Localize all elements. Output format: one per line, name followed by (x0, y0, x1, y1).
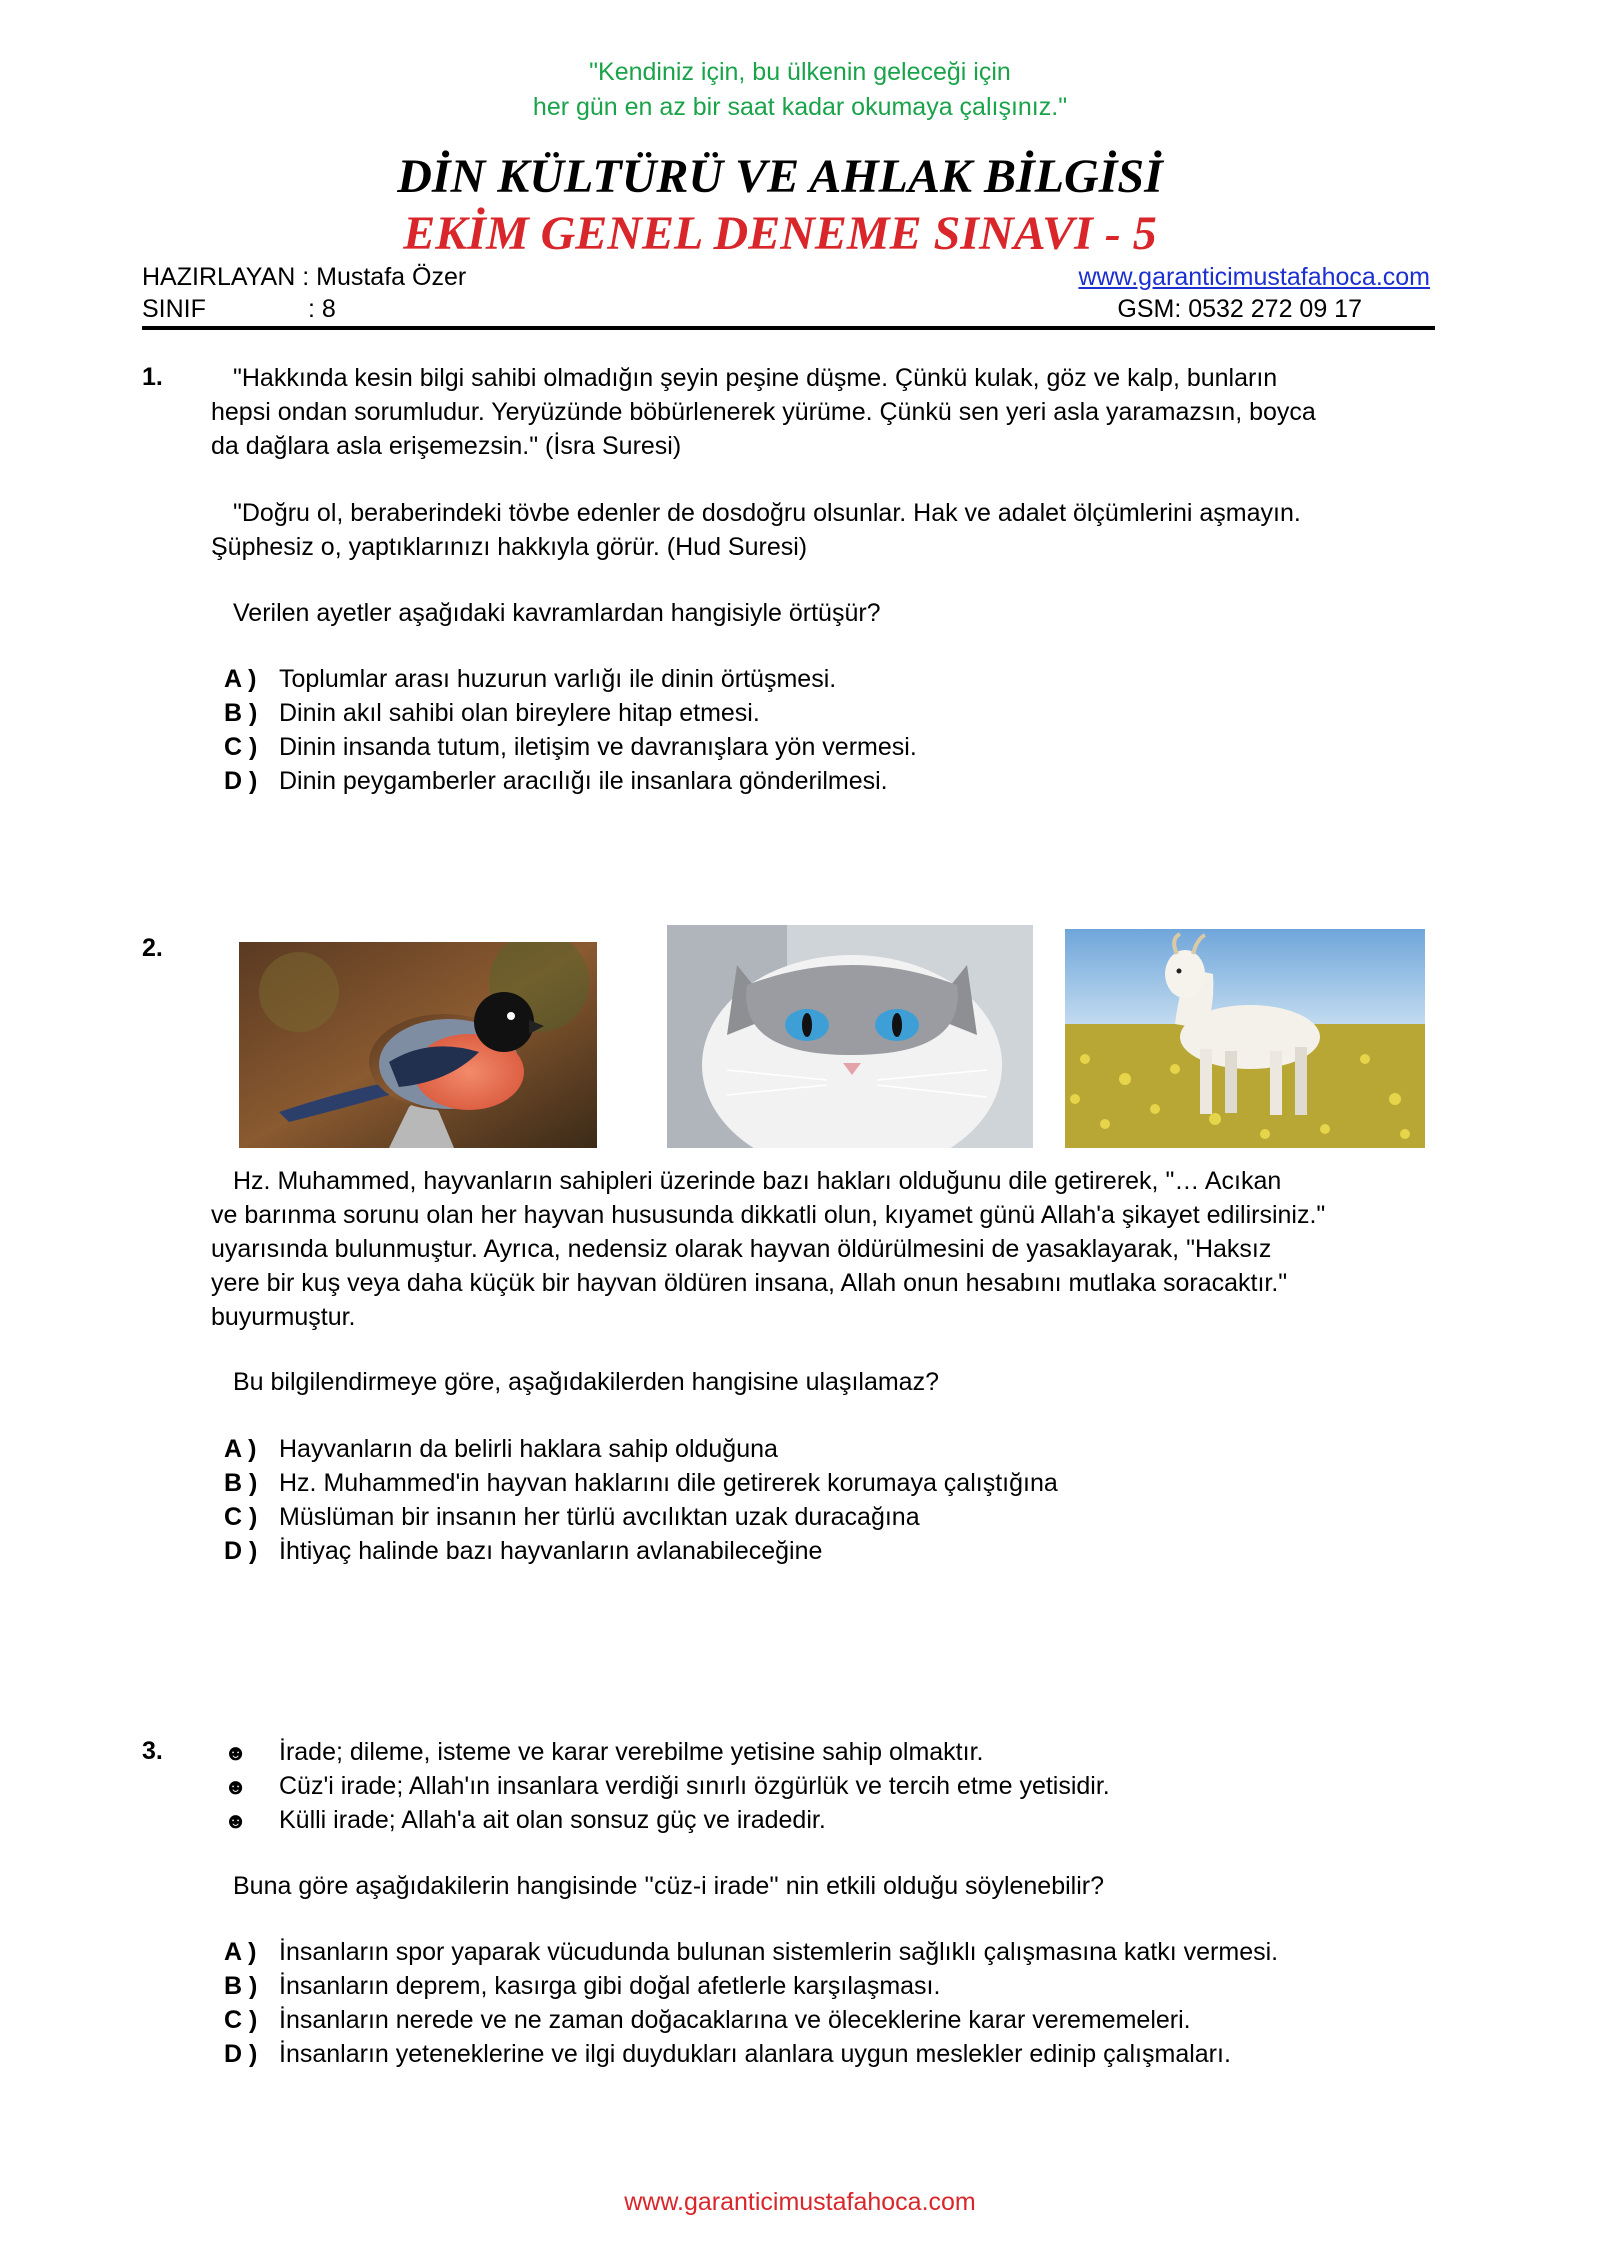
question-2-option-a[interactable]: A ) Hayvanların da belirli haklara sahip olduğuna (224, 1435, 778, 1463)
verse-line: "Doğru ol, beraberindeki tövbe edenler de dosdoğru olsunlar. Hak ve adalet ölçümlerini aşmayın. (233, 499, 1301, 527)
question-3-stem: Buna göre aşağıdakilerin hangisinde ''cüz-i irade'' nin etkili olduğu söylenebilir? (233, 1872, 1105, 1900)
question-3-number: 3. (142, 1737, 163, 1765)
passage-line: uyarısında bulunmuştur. Ayrıca, nedensiz olarak hayvan öldürülmesini de yasaklayarak, "Haksız (211, 1235, 1272, 1263)
verse-line: "Hakkında kesin bilgi sahibi olmadığın şeyin peşine düşme. Çünkü kulak, göz ve kalp, bunların (233, 364, 1278, 392)
verse-line: hepsi ondan sorumludur. Yeryüzünde böbürlenerek yürüme. Çünkü sen yeri asla yaramazsın, boyca (211, 398, 1316, 426)
passage-line: ve barınma sorunu olan her hayvan hususunda dikkatli olun, kıyamet günü Allah'a şikayet edilirsiniz." (211, 1201, 1326, 1229)
header-divider (142, 326, 1435, 330)
goat-photo (1065, 929, 1425, 1148)
question-1-option-d[interactable]: D ) Dinin peygamberler aracılığı ile insanlara gönderilmesi. (224, 767, 888, 795)
question-2-option-c[interactable]: C ) Müslüman bir insanın her türlü avcılıktan uzak duracağına (224, 1503, 920, 1531)
smiley-bullet-icon: ☻ (224, 1808, 248, 1833)
question-2-option-d[interactable]: D ) İhtiyaç halinde bazı hayvanların avlanabileceğine (224, 1537, 823, 1565)
bird-photo (239, 942, 597, 1148)
passage-line: yere bir kuş veya daha küçük bir hayvan öldüren insana, Allah onun hesabını mutlaka soracaktır." (211, 1269, 1288, 1297)
gsm-number: GSM: 0532 272 09 17 (1117, 295, 1362, 323)
prepared-by-value: : Mustafa Özer (302, 263, 467, 291)
question-3-option-a[interactable]: A ) İnsanların spor yaparak vücudunda bulunan sistemlerin sağlıklı çalışmasına katkı vermesi. (224, 1938, 1279, 1966)
question-3-bullet-3: ☻ Külli irade; Allah'a ait olan sonsuz güç ve iradedir. (224, 1803, 826, 1838)
verse-line: Şüphesiz o, yaptıklarınızı hakkıyla görür. (Hud Suresi) (211, 533, 808, 561)
question-3-option-b[interactable]: B ) İnsanların deprem, kasırga gibi doğal afetlerle karşılaşması. (224, 1972, 941, 2000)
passage-line: Hz. Muhammed, hayvanların sahipleri üzerinde bazı hakları olduğunu dile getirerek, "… Acıkan (233, 1167, 1282, 1195)
question-1-number: 1. (142, 363, 163, 391)
prepared-by-label: HAZIRLAYAN (142, 263, 296, 291)
question-1-verse-2 (211, 496, 1411, 564)
question-1-option-b[interactable]: B ) Dinin akıl sahibi olan bireylere hitap etmesi. (224, 699, 760, 727)
smiley-bullet-icon: ☻ (224, 1740, 248, 1765)
question-1-verse-1 (211, 361, 1411, 463)
question-3-bullet-2: ☻ Cüz'i irade; Allah'ın insanlara verdiği sınırlı özgürlük ve tercih etme yetisidir. (224, 1769, 1110, 1804)
exam-subtitle: EKİM GENEL DENEME SINAVI - 5 (403, 207, 1157, 260)
exam-title: DİN KÜLTÜRÜ VE AHLAK BİLGİSİ (397, 150, 1163, 203)
smiley-bullet-icon: ☻ (224, 1774, 248, 1799)
header-website-link[interactable]: www.garanticimustafahoca.com (1078, 263, 1430, 291)
class-value: : 8 (308, 295, 336, 323)
question-1-option-a[interactable]: A ) Toplumlar arası huzurun varlığı ile dinin örtüşmesi. (224, 665, 837, 693)
question-1-stem: Verilen ayetler aşağıdaki kavramlardan hangisiyle örtüşür? (233, 599, 881, 627)
question-1-option-c[interactable]: C ) Dinin insanda tutum, iletişim ve davranışlara yön vermesi. (224, 733, 917, 761)
question-2-number: 2. (142, 934, 163, 962)
motto-line-1: "Kendiniz için, bu ülkenin geleceği için (589, 58, 1011, 86)
class-label: SINIF (142, 295, 206, 323)
passage-line: buyurmuştur. (211, 1303, 356, 1331)
question-3-option-c[interactable]: C ) İnsanların nerede ve ne zaman doğacaklarına ve öleceklerine karar verememeleri. (224, 2006, 1191, 2034)
verse-line: da dağlara asla erişemezsin." (İsra Suresi) (211, 432, 682, 460)
cat-photo (667, 925, 1033, 1148)
class-info (142, 294, 336, 325)
question-2-passage (211, 1164, 1411, 1334)
question-2-option-b[interactable]: B ) Hz. Muhammed'in hayvan haklarını dile getirerek korumaya çalıştığına (224, 1469, 1058, 1497)
motto-line-2: her gün en az bir saat kadar okumaya çalışınız." (532, 93, 1068, 121)
question-3-option-d[interactable]: D ) İnsanların yeteneklerine ve ilgi duydukları alanlara uygun meslekler edinip çalışmaları. (224, 2040, 1231, 2068)
question-3-bullet-1: ☻ İrade; dileme, isteme ve karar verebilme yetisine sahip olmaktır. (224, 1735, 983, 1770)
prepared-by (142, 262, 466, 293)
footer-website[interactable]: www.garanticimustafahoca.com (624, 2188, 976, 2216)
question-2-stem: Bu bilgilendirmeye göre, aşağıdakilerden hangisine ulaşılamaz? (233, 1368, 939, 1396)
